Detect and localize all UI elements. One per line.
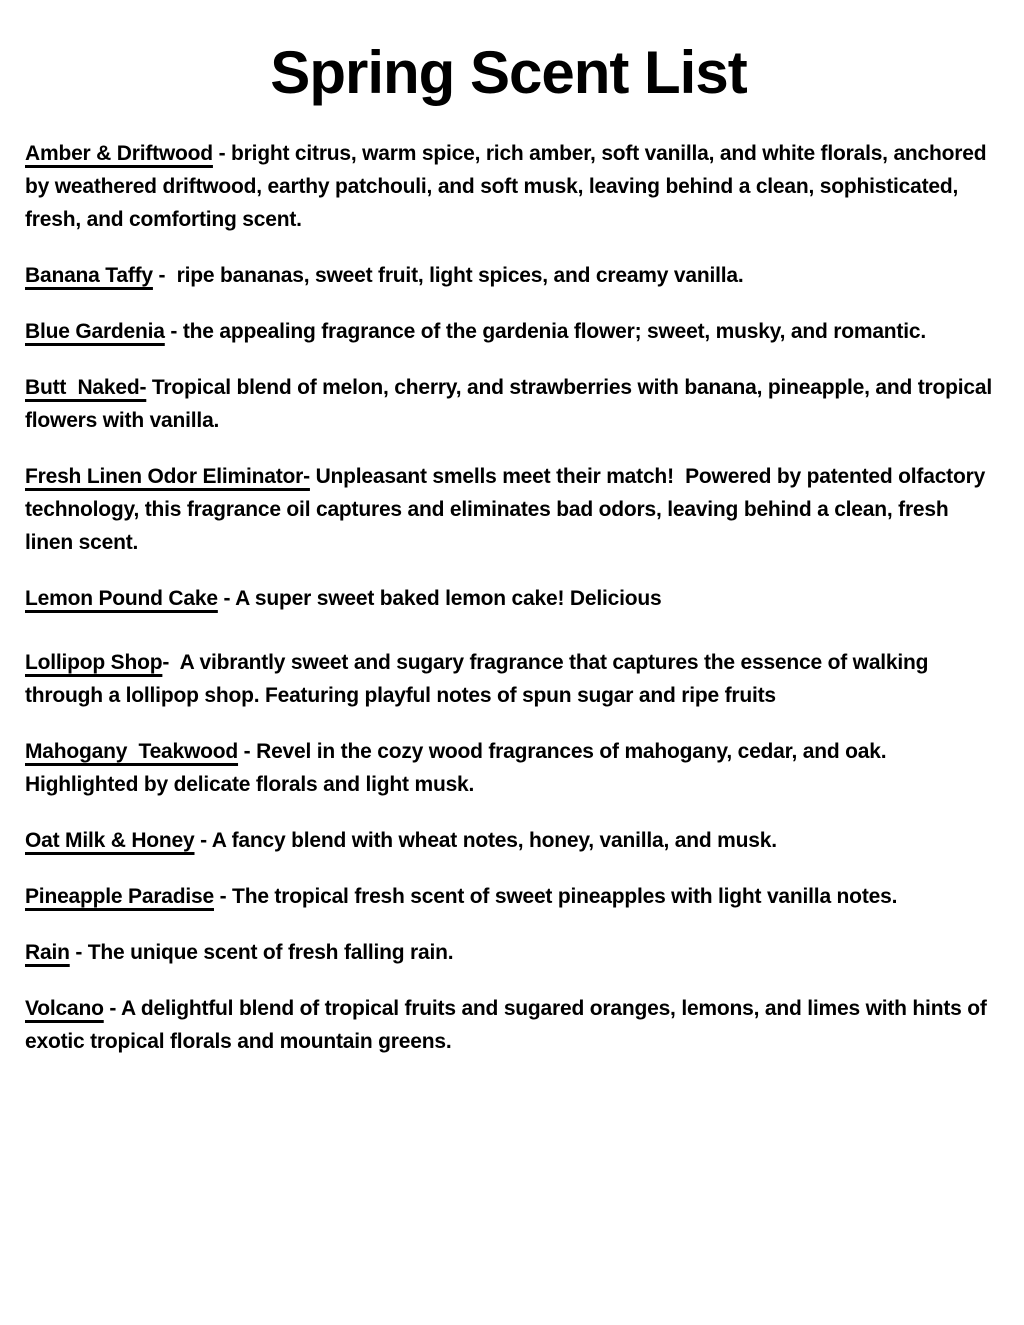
scent-name: Butt Naked- [25,376,147,399]
scent-entry-mahogany-teakwood [25,735,992,801]
scent-entry-blue-gardenia [25,315,992,348]
scent-entry-pineapple-paradise [25,880,992,913]
scent-entry-rain [25,936,992,969]
scent-entry-lollipop-shop [25,646,992,712]
scent-name: Rain [25,941,70,964]
scent-name: Mahogany Teakwood [25,740,239,763]
scent-description: - Revel in the cozy wood fragrances of mahogany, cedar, and oak. Highlighted by delicate florals and light musk. [25,740,892,796]
scent-entry-volcano [25,992,992,1058]
scent-entry-lemon-pound-cake [25,582,992,615]
scent-description: - A vibrantly sweet and sugary fragrance that captures the essence of walking through a lollipop shop. Featuring playful notes of spun sugar and ripe fruits [25,651,934,707]
page-title: Spring Scent List [270,39,747,106]
scent-entry-fresh-linen-odor-eliminator [25,460,992,559]
scent-description: - A fancy blend with wheat notes, honey, vanilla, and musk. [194,829,777,852]
scent-description: Tropical blend of melon, cherry, and strawberries with banana, pineapple, and tropical flowers with vanilla. [25,376,998,432]
scent-name: Amber & Driftwood [25,142,213,165]
scent-name: Lollipop Shop [25,651,163,674]
scent-description: - A delightful blend of tropical fruits and sugared oranges, lemons, and limes with hints of exotic tropical florals and mountain greens. [25,997,993,1053]
scent-entry-butt-naked [25,371,998,437]
scent-name: Banana Taffy [25,264,153,287]
scent-description: - ripe bananas, sweet fruit, light spices, and creamy vanilla. [152,264,744,287]
scent-description: - The unique scent of fresh falling rain. [69,941,454,964]
scent-entry-amber-driftwood [25,137,992,236]
scent-entry-oat-milk-honey [25,824,992,857]
scent-name: Volcano [25,997,104,1020]
scent-name: Blue Gardenia [25,320,165,343]
scent-entry-banana-taffy [25,259,992,292]
scent-description: - bright citrus, warm spice, rich amber, soft vanilla, and white florals, anchored by weathered driftwood, earthy patchouli, and soft musk, leaving behind a clean, sophisticated, fresh, and comforting scent. [25,142,993,231]
scent-description: Unpleasant smells meet their match! Powered by patented olfactory technology, this fragrance oil captures and eliminates bad odors, leaving behind a clean, fresh linen scent. [25,465,991,554]
scent-name: Pineapple Paradise [25,885,214,908]
scent-description: - A super sweet baked lemon cake! Delicious [217,587,662,610]
scent-description: - the appealing fragrance of the gardenia flower; sweet, musky, and romantic. [164,320,926,343]
scent-description: - The tropical fresh scent of sweet pineapples with light vanilla notes. [214,885,898,908]
scent-name: Fresh Linen Odor Eliminator- [25,465,310,488]
scent-name: Lemon Pound Cake [25,587,218,610]
scent-name: Oat Milk & Honey [25,829,195,852]
